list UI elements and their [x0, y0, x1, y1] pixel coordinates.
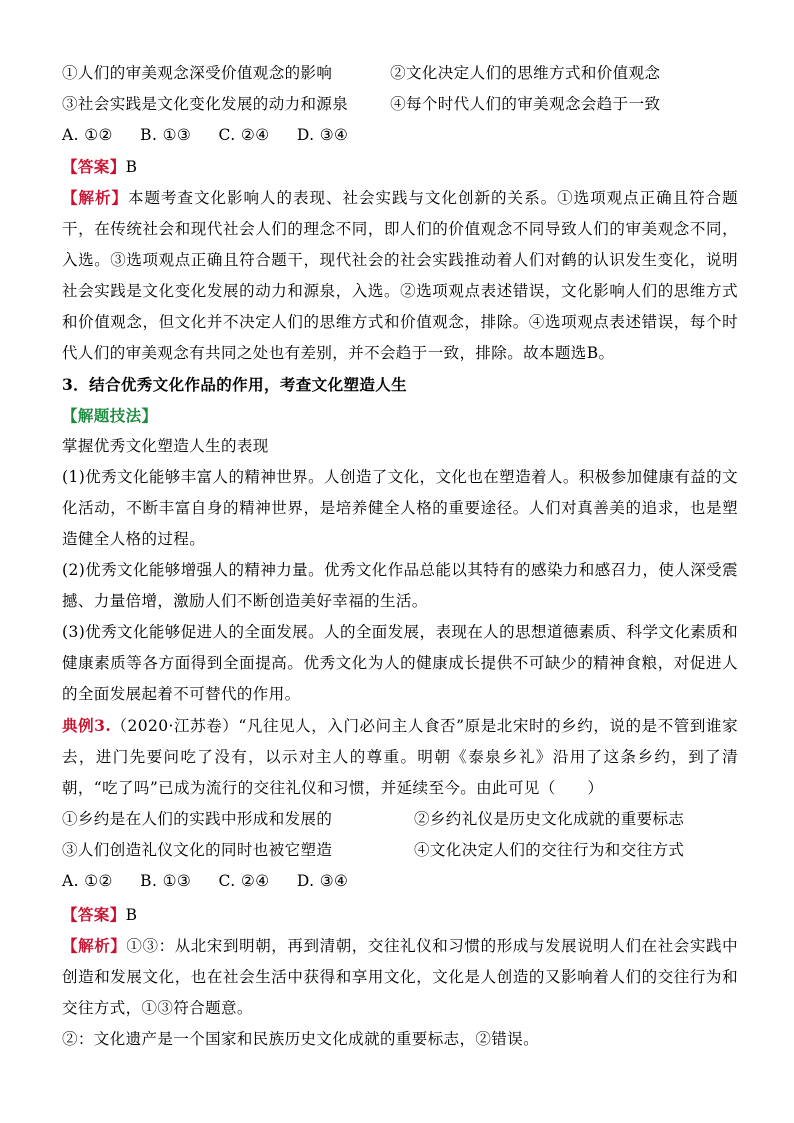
example3-choice-d: D. ③④ — [296, 872, 349, 890]
example3-stem — [62, 710, 738, 804]
q2-options-row2 — [62, 89, 738, 120]
section3-point-1: (1)优秀文化能够丰富人的精神世界。人创造了文化，文化也在塑造着人。积极参加健康有益的文化活动，不断丰富自身的精神世界，是培养健全人格的重要途径。人们对真善美的追求，也是塑造健全人格的过程。 — [62, 468, 738, 548]
q2-answer — [62, 151, 738, 182]
example3-answer — [62, 899, 738, 930]
q2-option-4: ④每个时代人们的审美观念会趋于一致 — [390, 95, 661, 113]
example3-option-3: ③人们创造礼仪文化的同时也被它塑造 — [62, 841, 333, 859]
example3-label: 典例3. — [62, 716, 112, 735]
example3-option-4: ④文化决定人们的交往行为和交往方式 — [414, 841, 685, 859]
example3-answer-value: B — [125, 906, 138, 924]
example3-analysis-text: ①③：从北宋到明朝，再到清朝，交往礼仪和习惯的形成与发展说明人们在社会实践中创造和发展文化，也在社会生活中获得和享用文化，文化是人创造的又影响着人们的交往行为和交往方式，①③符合题意。 — [62, 937, 738, 1017]
example3-choice-a: A. ①② — [62, 872, 113, 890]
example3-choices — [62, 866, 738, 897]
q2-analysis — [62, 182, 738, 369]
section3-tips-label: 【解题技法】 — [62, 406, 158, 425]
example3-analysis-2: ②：文化遗产是一个国家和民族历史文化成就的重要标志，②错误。 — [62, 1030, 540, 1048]
example3-choice-b: B. ①③ — [140, 872, 192, 890]
example3-option-2: ②乡约礼仪是历史文化成就的重要标志 — [414, 810, 685, 828]
q2-choice-a: A. ①② — [62, 126, 113, 144]
section3-heading: 3．结合优秀文化作品的作用，考查文化塑造人生 — [62, 375, 408, 394]
example3-options-row1 — [62, 804, 738, 835]
example3-answer-label: 【答案】 — [62, 905, 126, 924]
section3-point-2: (2)优秀文化能够增强人的精神力量。优秀文化作品总能以其特有的感染力和感召力，使人深受震撼、力量倍增，激励人们不断创造美好幸福的生活。 — [62, 561, 738, 610]
example3-option-1: ①乡约是在人们的实践中形成和发展的 — [62, 810, 333, 828]
section3-intro: 掌握优秀文化塑造人生的表现 — [62, 437, 269, 455]
example3-analysis — [62, 930, 738, 1024]
q2-choice-d: D. ③④ — [296, 126, 349, 144]
q2-analysis-label: 【解析】 — [62, 188, 129, 207]
q2-options-row1 — [62, 58, 738, 89]
q2-answer-label: 【答案】 — [62, 157, 126, 176]
q2-option-3: ③社会实践是文化变化发展的动力和源泉 — [62, 95, 349, 113]
q2-choices — [62, 120, 738, 151]
section3-point-3: (3)优秀文化能够促进人的全面发展。人的全面发展，表现在人的思想道德素质、科学文化素质和健康素质等各方面得到全面提高。优秀文化为人的健康成长提供不可缺少的精神食粮，对促进人的全面发展起着不可替代的作用。 — [62, 623, 738, 703]
example3-choice-c: C. ②④ — [218, 872, 270, 890]
example3-stem-text: （2020·江苏卷）“凡往见人，入门必问主人食否”原是北宋时的乡约，说的是不管到谁家去，进门先要问吃了没有，以示对主人的尊重。明朝《泰泉乡礼》沿用了这条乡约，到了清朝，“吃了吗”已成为流行的交往礼仪和习惯，并延续至今。由此可见（ ） — [62, 717, 738, 797]
q2-choice-b: B. ①③ — [140, 126, 192, 144]
example3-options-row2 — [62, 835, 738, 866]
q2-analysis-text: 本题考查文化影响人的表现、社会实践与文化创新的关系。①选项观点正确且符合题干，在传统社会和现代社会人们的理念不同，即人们的价值观念不同导致人们的审美观念不同，入选。③选项观点正确且符合题干，现代社会的社会实践推动着人们对鹤的认识发生变化，说明社会实践是文化变化发展的动力和源泉，入选。②选项观点表述错误，文化影响人们的思维方式和价值观念，但文化并不决定人们的思维方式和价值观念，排除。④选项观点表述错误，每个时代人们的审美观念有共同之处也有差别，并不会趋于一致，排除。故本题选B。 — [62, 189, 738, 362]
q2-option-2: ②文化决定人们的思维方式和价值观念 — [390, 64, 661, 82]
document-page — [62, 58, 738, 1055]
q2-choice-c: C. ②④ — [218, 126, 270, 144]
q2-answer-value: B — [125, 158, 138, 176]
example3-analysis-label: 【解析】 — [62, 936, 127, 955]
q2-option-1: ①人们的审美观念深受价值观念的影响 — [62, 64, 333, 82]
